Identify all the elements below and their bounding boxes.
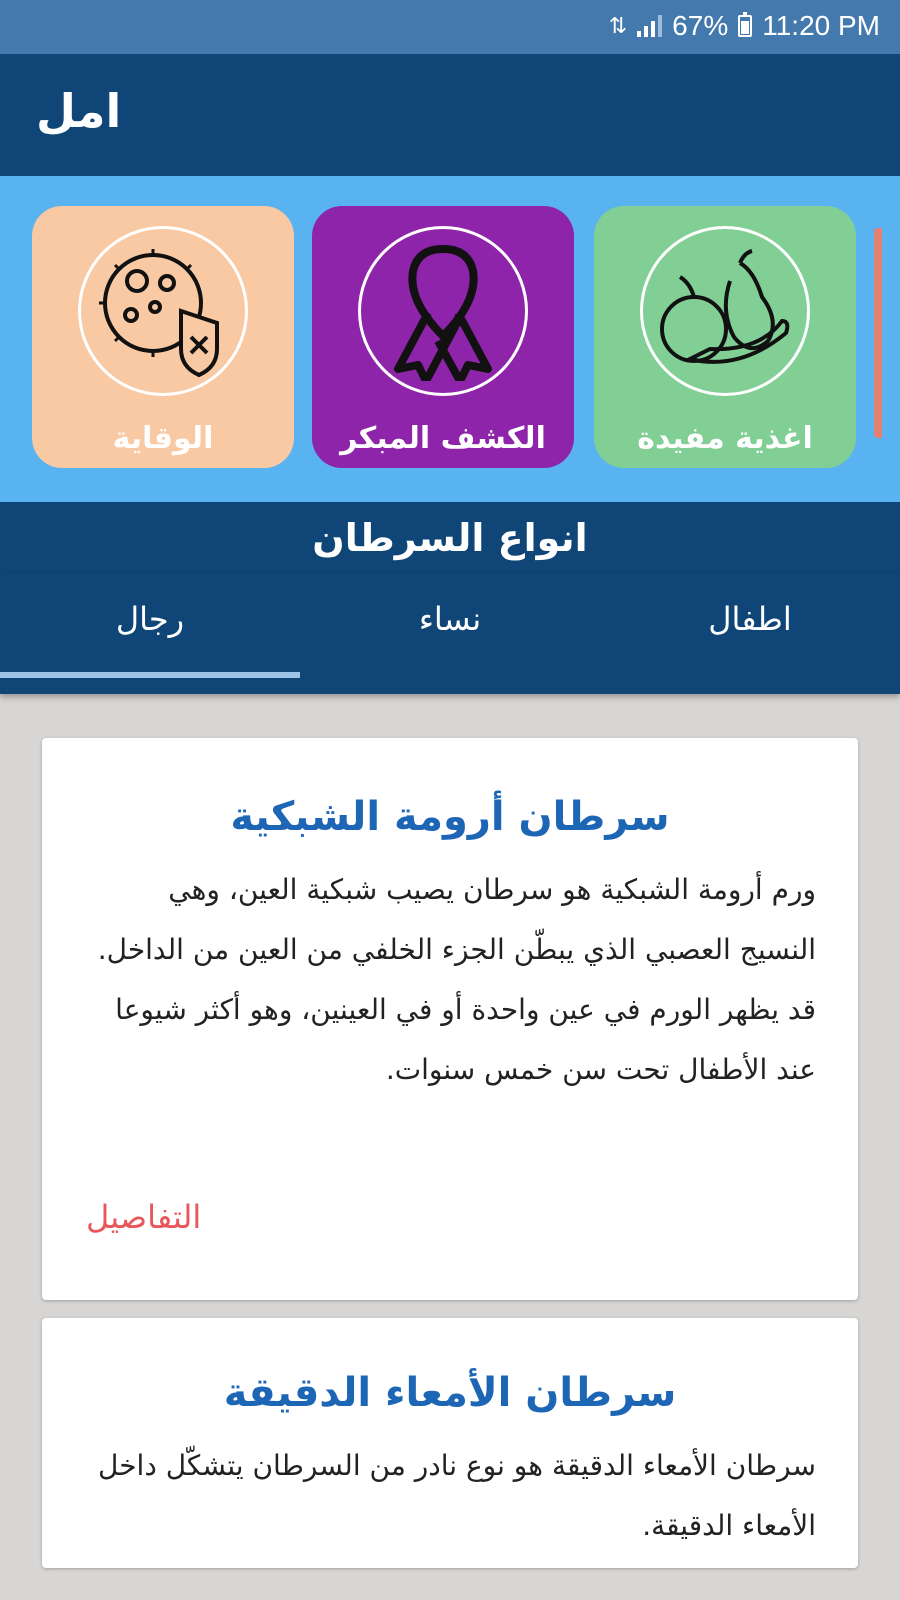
app-title: امل bbox=[36, 84, 122, 138]
card-title: سرطان أرومة الشبكية bbox=[230, 794, 670, 840]
status-bar bbox=[0, 0, 900, 54]
cancer-card[interactable] bbox=[42, 738, 858, 1300]
signal-icon bbox=[637, 15, 662, 37]
shield-virus-icon bbox=[78, 226, 248, 396]
card-description: ورم أرومة الشبكية هو سرطان يصيب شبكية العين، وهي النسيج العصبي الذي يبطّن الجزء الخلفي من العين من الداخل. قد يظهر الورم في عين واحدة أو في العينين، وهو أكثر شيوعا عند الأطفال تحت سن خمس سنوات. bbox=[97, 873, 816, 1086]
fruits-vegetables-icon bbox=[640, 226, 810, 396]
card-title: سرطان الأمعاء الدقيقة bbox=[223, 1370, 677, 1416]
tile-healthy-food[interactable] bbox=[594, 206, 856, 468]
tab-children[interactable]: اطفال bbox=[708, 600, 792, 638]
tab-selected-indicator bbox=[0, 672, 300, 678]
battery-percent: 67% bbox=[672, 10, 729, 41]
category-carousel[interactable] bbox=[0, 176, 900, 502]
awareness-ribbon-icon bbox=[358, 226, 528, 396]
section-title: انواع السرطان bbox=[0, 502, 900, 574]
wifi-transfer-icon: ⇅ bbox=[608, 13, 628, 38]
cancer-card[interactable] bbox=[42, 1318, 858, 1568]
tab-bar bbox=[0, 574, 900, 694]
details-link[interactable]: التفاصيل bbox=[86, 1198, 202, 1236]
battery-icon bbox=[738, 15, 752, 37]
tile-prevention[interactable] bbox=[32, 206, 294, 468]
status-time: 11:20 PM bbox=[762, 10, 880, 41]
tab-women[interactable]: نساء bbox=[418, 600, 482, 638]
tile-label: الكشف المبكر bbox=[340, 421, 546, 456]
tile-label: اغذية مفيدة bbox=[637, 421, 813, 456]
card-description: سرطان الأمعاء الدقيقة هو نوع نادر من السرطان يتشكّل داخل الأمعاء الدقيقة. bbox=[98, 1449, 816, 1542]
tab-men[interactable]: رجال bbox=[115, 600, 185, 638]
tile-label: الوقاية bbox=[112, 421, 214, 456]
app-bar bbox=[0, 54, 900, 176]
tile-early-detection[interactable] bbox=[312, 206, 574, 468]
tile-next-peek[interactable] bbox=[874, 228, 882, 438]
status-indicators bbox=[609, 10, 880, 42]
